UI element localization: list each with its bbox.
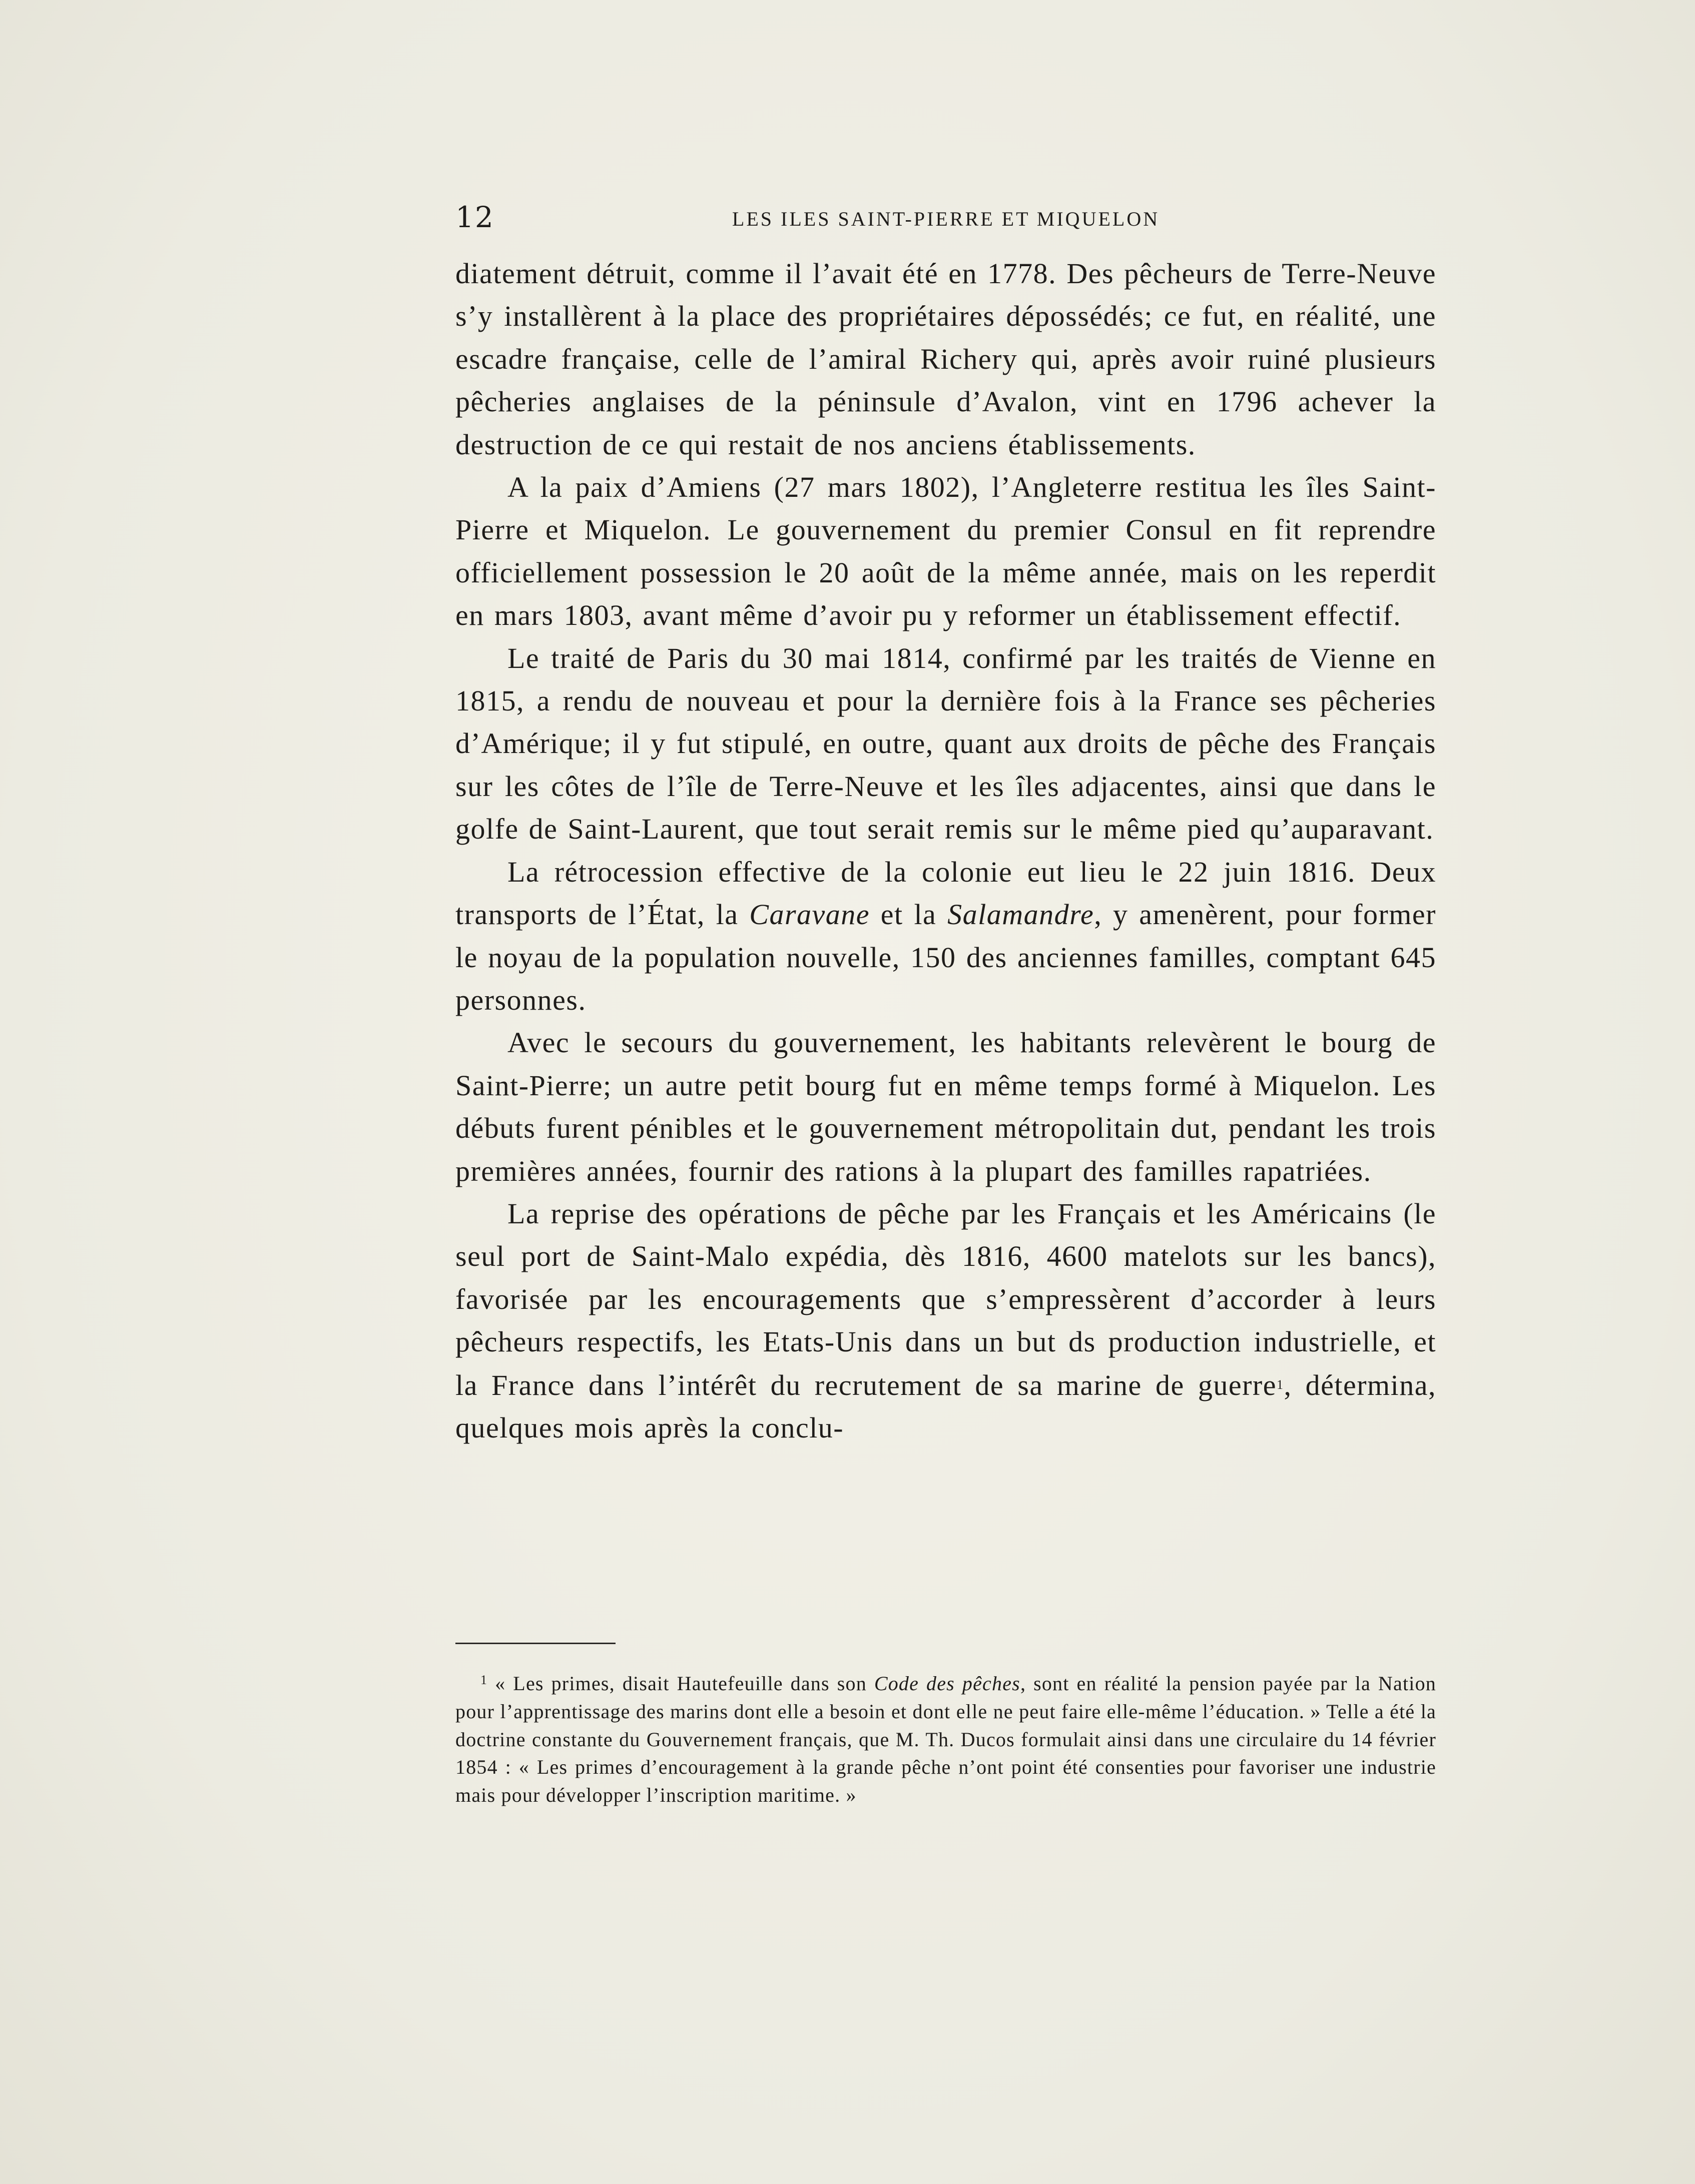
paragraph-text: La reprise des opérations de pêche par les Français et les Américains (le seul port de Saint-Malo expédia, dès 1816, 4600 matelots sur les bancs), favorisée par les encouragements que s’empressèrent d’accorder à leurs pêcheurs respectifs, les Etats-Unis dans un but ds production industrielle, et la France dans l’intérêt du recrutement de sa marine de guerre bbox=[455, 1197, 1436, 1401]
paragraph: Le traité de Paris du 30 mai 1814, confirmé par les traités de Vienne en 1815, a rendu de nouveau et pour la dernière fois à la France ses pêcheries d’Amérique; il y fut stipulé, en outre, quant aux droits de pêche des Français sur les côtes de l’île de Terre-Neuve et les îles adjacentes, ainsi que dans le golfe de Saint-Laurent, que tout serait remis sur le même pied qu’auparavant. bbox=[455, 641, 1436, 846]
page-number: 12 bbox=[455, 200, 494, 234]
paragraph-text: et la bbox=[870, 898, 948, 931]
footnote-text: « Les primes, disait Hautefeuille dans son bbox=[495, 1672, 874, 1695]
ship-name: Salamandre bbox=[947, 898, 1094, 931]
footnote-mark: 1 bbox=[480, 1673, 488, 1687]
footnote-divider bbox=[455, 1643, 616, 1644]
paragraph bbox=[455, 851, 1436, 1022]
ship-name: Caravane bbox=[749, 898, 870, 931]
paragraph-text: , détermina, quelques mois après la conclu- bbox=[455, 1368, 1437, 1444]
footnote-text: , sont en réalité la pension payée par la Nation pour l’apprentissage des marins dont elle a besoin et dont elle ne peut faire elle-même l’éducation. » Telle a été la doctrine constante du Gouvernement français, que M. Th. Ducos formulait ainsi dans une circulaire du 14 février 1854 : « Les primes d’encouragement à la grande pêche n’ont point été consenties pour favoriser une industrie mais pour développer l’inscription maritime. » bbox=[455, 1672, 1436, 1807]
page-header bbox=[455, 200, 1436, 235]
footnote-reference: 1 bbox=[1276, 1377, 1284, 1392]
paragraph: Avec le secours du gouvernement, les habitants relevèrent le bourg de Saint-Pierre; un autre petit bourg fut en même temps formé à Miquelon. Les débuts furent pénibles et le gouvernement métropolitain dut, pendant les trois premières années, fournir des rations à la plupart des familles rapatriées. bbox=[455, 1026, 1436, 1187]
footnote bbox=[455, 1666, 1436, 1809]
paragraph: diatement détruit, comme il l’avait été en 1778. Des pêcheurs de Terre-Neuve s’y installèrent à la place des propriétaires dépossédés; ce fut, en réalité, une escadre française, celle de l’amiral Richery qui, après avoir ruiné plusieurs pêcheries anglaises de la péninsule d’Avalon, vint en 1796 achever la destruction de ce qui restait de nos anciens établissements. bbox=[455, 257, 1436, 461]
paragraph-text: , y amenèrent, pour former le noyau de la population nouvelle, 150 des anciennes familles, comptant 645 personnes. bbox=[455, 898, 1436, 1016]
running-title: LES ILES SAINT-PIERRE ET MIQUELON bbox=[732, 208, 1160, 230]
paragraph: A la paix d’Amiens (27 mars 1802), l’Angleterre restitua les îles Saint-Pierre et Miquelon. Le gouvernement du premier Consul en fit reprendre officiellement possession le 20 août de la même année, mais on les reperdit en mars 1803, avant même d’avoir pu y reformer un établissement effectif. bbox=[455, 471, 1436, 632]
book-title: Code des pêches bbox=[874, 1672, 1020, 1695]
paragraph-text: La rétrocession effective de la colonie eut lieu le 22 juin 1816. Deux transports de l’État, la bbox=[455, 855, 1436, 931]
body-text bbox=[455, 252, 1436, 1449]
paragraph bbox=[455, 1192, 1436, 1449]
